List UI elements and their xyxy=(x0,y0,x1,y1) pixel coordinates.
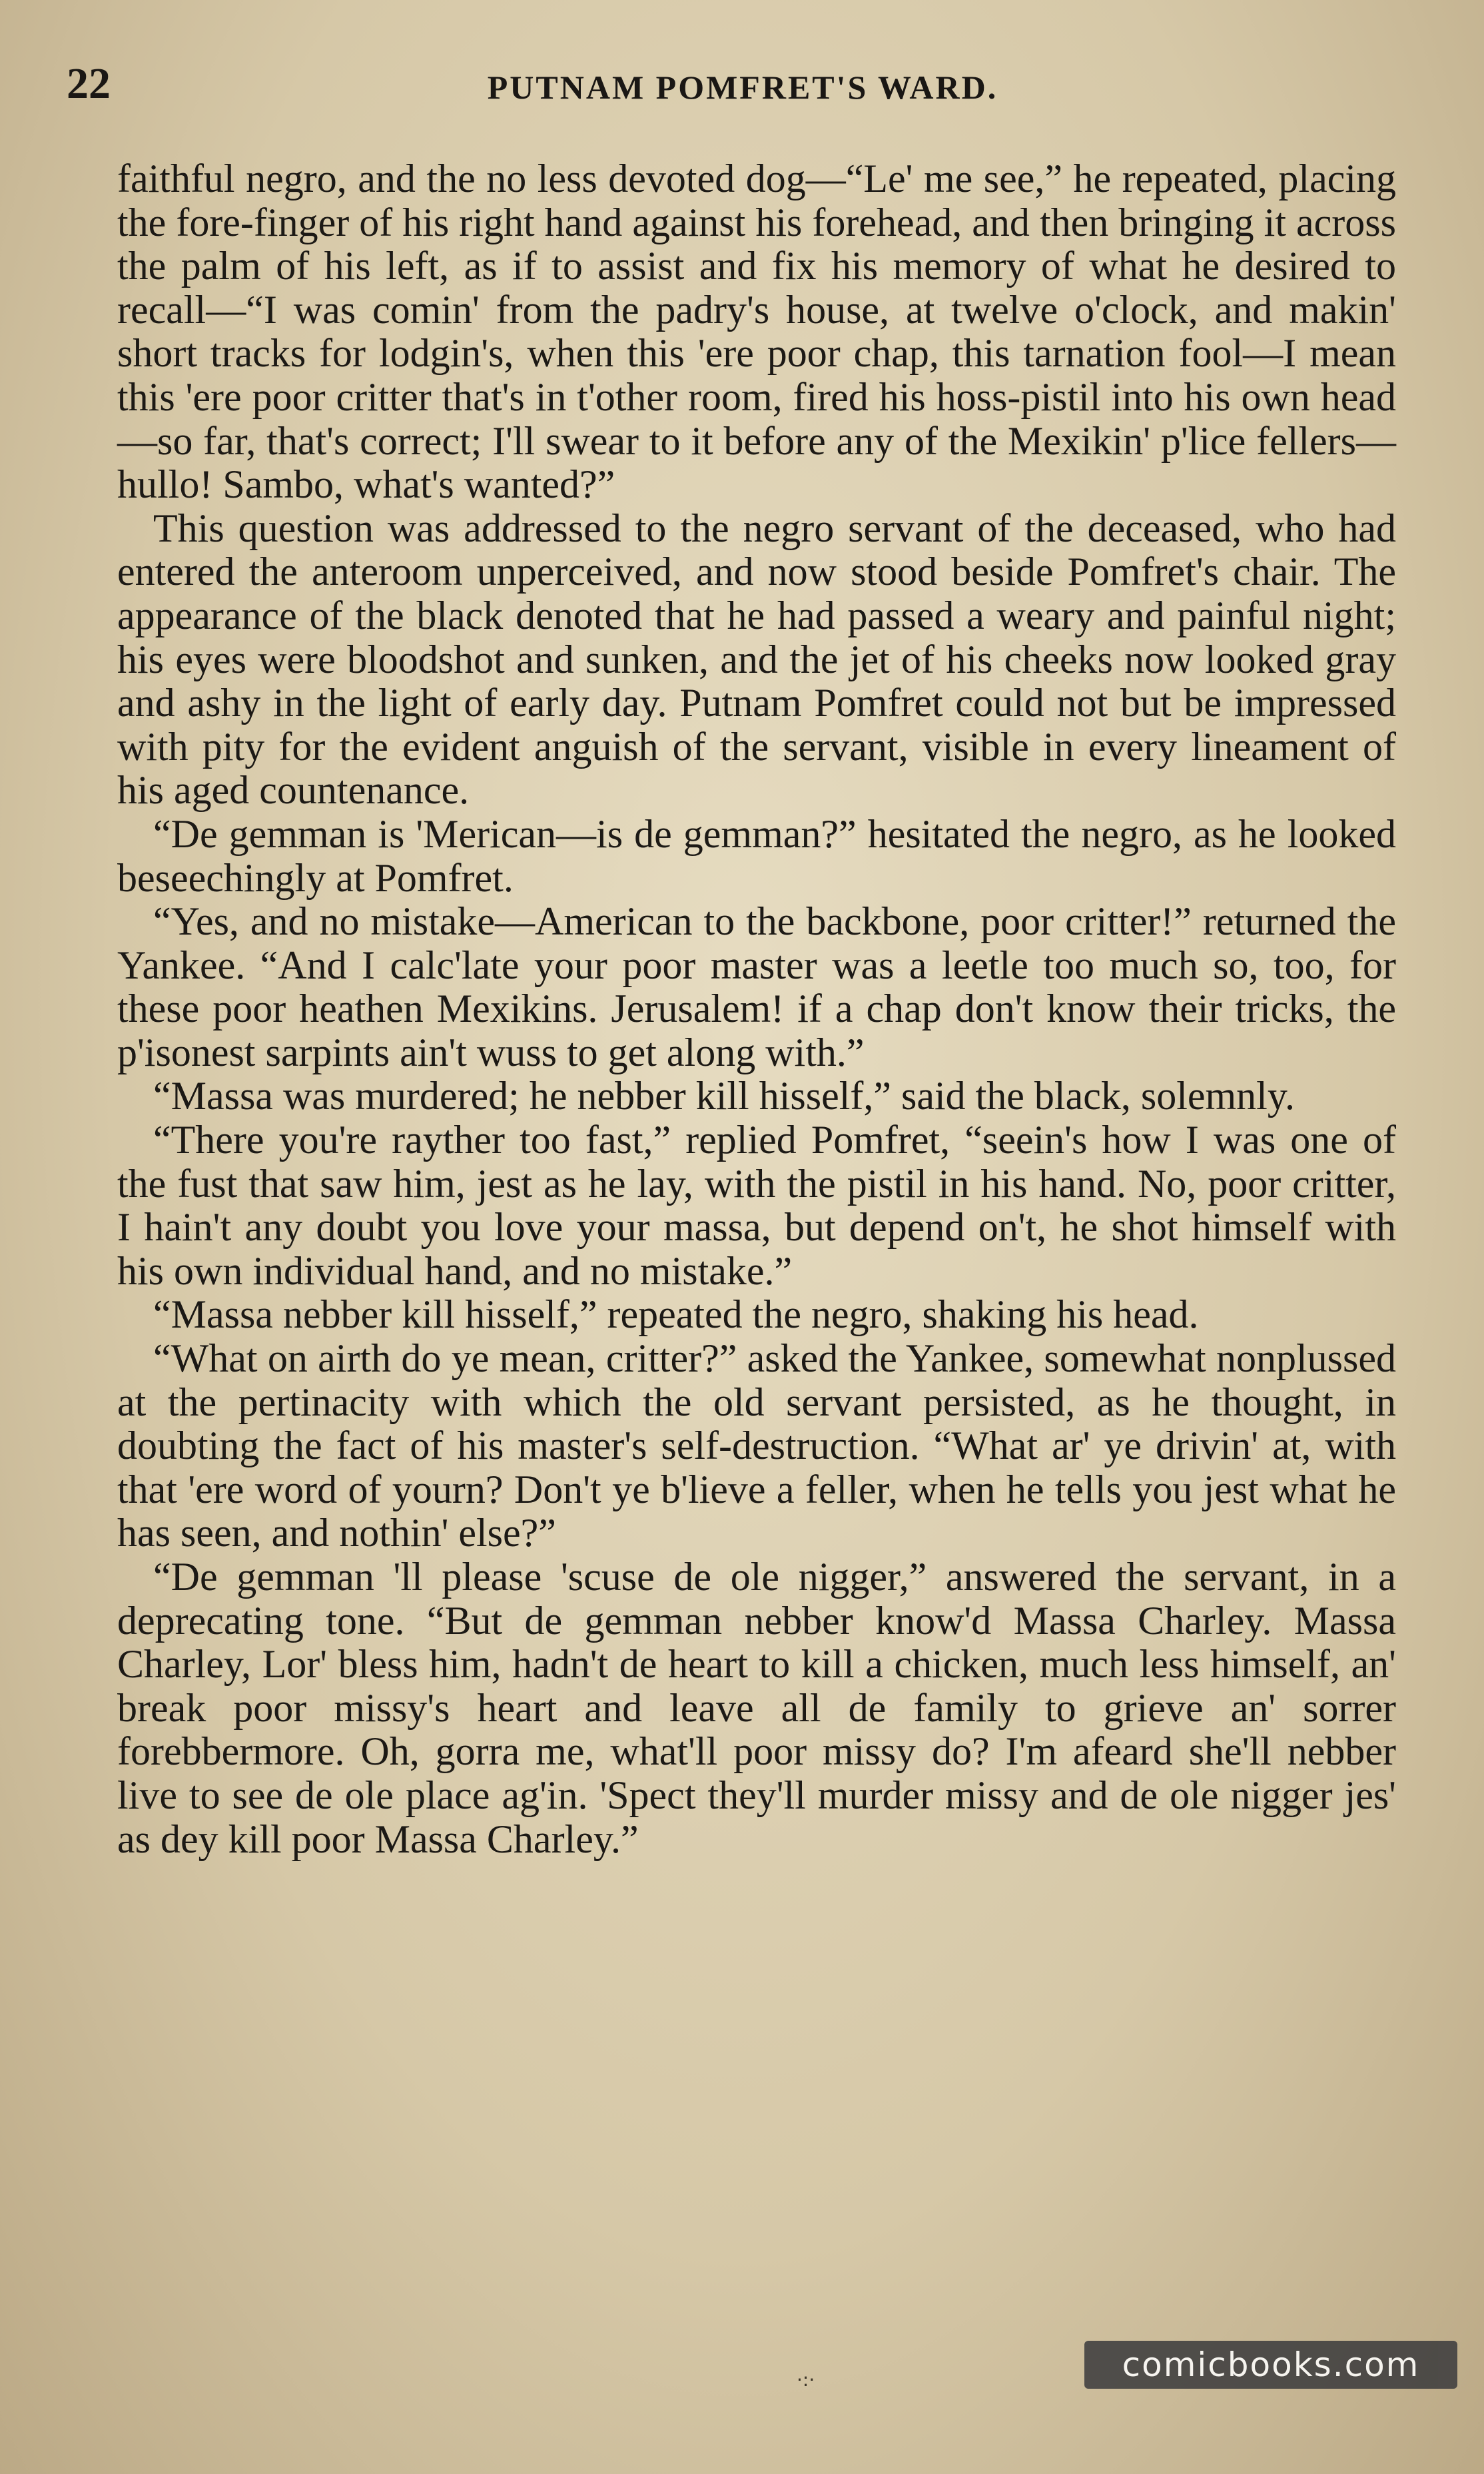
paragraph: “What on airth do ye mean, critter?” asked the Yankee, somewhat nonplussed at the pertinacity with which the old servant persisted, as he thought, in doubting the fact of his master's self-destruction. “What ar' ye drivin' at, with that 'ere word of yourn? Don't ye b'lieve a feller, when he tells you jest what he has seen, and nothin' else?” xyxy=(117,1336,1396,1555)
print-speck: ·:· xyxy=(797,2369,815,2391)
watermark-logo: comicbooks.com xyxy=(1084,2341,1457,2389)
paragraph: “There you're rayther too fast,” replied Pomfret, “seein's how I was one of the fust that saw him, jest as he lay, with the pistil in his hand. No, poor critter, I hain't any doubt you love your massa, but depend on't, he shot himself with his own individual hand, and no mistake.” xyxy=(117,1118,1396,1293)
body-text xyxy=(117,157,1396,1861)
paragraph: “Massa was murdered; he nebber kill hisself,” said the black, solemnly. xyxy=(153,1074,1295,1118)
running-title: PUTNAM POMFRET'S WARD. xyxy=(487,69,998,106)
paragraph: “De gemman is 'Merican—is de gemman?” hesitated the negro, as he looked beseechingly at Pomfret. xyxy=(117,811,1396,900)
paragraph: faithful negro, and the no less devoted dog—“Le' me see,” he repeated, placing the fore-finger of his right hand against his forehead, and then bringing it across the palm of his left, as if to assist and fix his memory of what he desired to recall—“I was comin' from the padry's house, at twelve o'clock, and makin' short tracks for lodgin's, when this 'ere poor chap, this tarnation fool—I mean this 'ere poor critter that's in t'other room, fired his hoss-pistil into his own head—so far, that's correct; I'll swear to it before any of the Mexikin' p'lice fellers—hullo! Sambo, what's wanted?” xyxy=(117,157,1396,507)
page-number: 22 xyxy=(67,59,111,108)
paragraph: This question was addressed to the negro servant of the deceased, who had entered the anteroom unperceived, and now stood beside Pomfret's chair. The appearance of the black denoted that he had passed a weary and painful night; his eyes were bloodshot and sunken, and the jet of his cheeks now looked gray and ashy in the light of early day. Putnam Pomfret could not but be impressed with pity for the evident anguish of the servant, visible in every lineament of his aged countenance. xyxy=(117,506,1396,813)
paragraph: “Yes, and no mistake—American to the backbone, poor critter!” returned the Yankee. “And I calc'late your poor master was a leetle too much so, too, for these poor heathen Mexikins. Jerusalem! if a chap don't know their tricks, the p'isonest sarpints ain't wuss to get along with.” xyxy=(117,899,1396,1074)
paragraph: “De gemman 'll please 'scuse de ole nigger,” answered the servant, in a deprecating tone. “But de gemman nebber know'd Massa Charley. Massa Charley, Lor' bless him, hadn't de heart to kill a chicken, much less himself, an' break poor missy's heart and leave all de family to grieve an' sorrer forebbermore. Oh, gorra me, what'll poor missy do? I'm afeard she'll nebber live to see de ole place ag'in. 'Spect they'll murder missy and de ole nigger jes' as dey kill poor Massa Charley.” xyxy=(117,1555,1396,1861)
paragraph: “Massa nebber kill hisself,” repeated the negro, shaking his head. xyxy=(153,1292,1199,1337)
page-header xyxy=(67,59,1419,112)
